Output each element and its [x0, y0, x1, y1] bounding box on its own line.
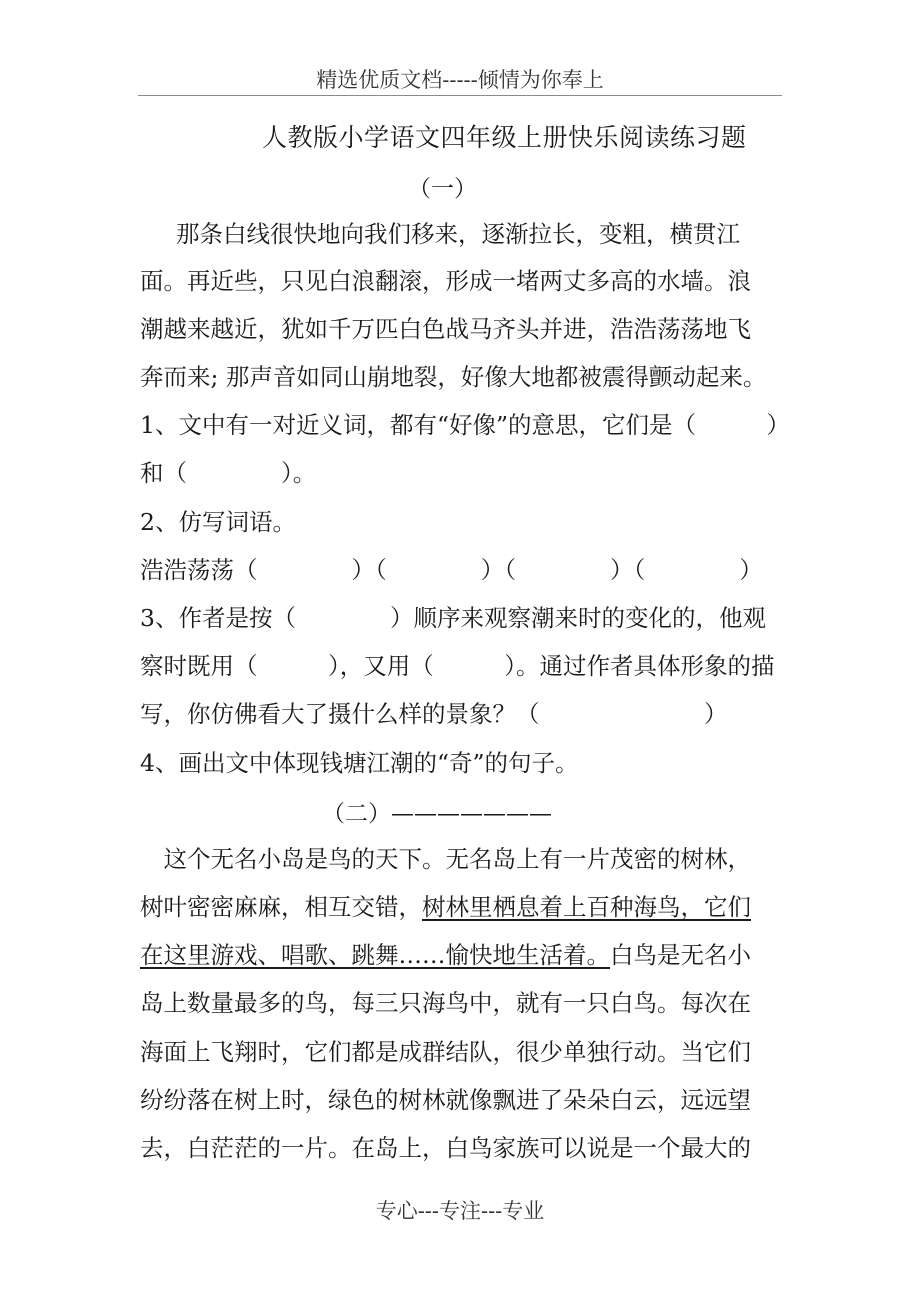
- passage-line: 海面上飞翔时，它们都是成群结队，很少单独行动。当它们: [140, 1038, 751, 1066]
- question-2-blanks: 浩浩荡荡（ ）（ ）（ ）（ ）: [140, 556, 763, 584]
- passage-text: 白鸟是无名小: [610, 941, 751, 969]
- question-1-line-1: 1、文中有一对近义词，都有“好像”的意思，它们是（ ）: [140, 411, 790, 439]
- passage-line: 纷纷落在树上时，绿色的树林就像飘进了朵朵白云，远远望: [140, 1086, 751, 1114]
- passage-text: 树叶密密麻麻，相互交错，: [140, 893, 422, 921]
- question-3-line-2: 察时既用（ ），又用（ ）。通过作者具体形象的描: [140, 652, 775, 680]
- page-header: 精选优质文档-----倾情为你奉上: [316, 68, 604, 92]
- page-footer: 专心---专注---专业: [375, 1199, 545, 1223]
- question-3-line-1: 3、作者是按（ ）顺序来观察潮来时的变化的，他观: [140, 604, 766, 632]
- passage-line: 潮越来越近，犹如千万匹白色战马齐头并进，浩浩荡荡地飞: [140, 315, 751, 343]
- question-2-title: 2、仿写词语。: [140, 508, 296, 536]
- question-1-line-2: 和（ ）。: [140, 459, 317, 487]
- section-2-label: （二）———————: [322, 801, 552, 827]
- question-4: 4、画出文中体现钱塘江潮的“奇”的句子。: [140, 749, 579, 777]
- passage-line: [140, 939, 785, 971]
- passage-line: 那条白线很快地向我们移来，逐渐拉长，变粗，横贯江: [176, 220, 740, 248]
- passage-line: 面。再近些，只见白浪翻滚，形成一堵两丈多高的水墙。浪: [140, 267, 751, 295]
- passage-line: [140, 891, 785, 923]
- underlined-sentence: 在这里游戏、唱歌、跳舞……愉快地生活着。: [140, 941, 610, 969]
- passage-line: 去，白茫茫的一片。在岛上，白鸟家族可以说是一个最大的: [140, 1134, 751, 1162]
- passage-line: 奔而来; 那声音如同山崩地裂，好像大地都被震得颤动起来。: [140, 363, 767, 391]
- document-title: 人教版小学语文四年级上册快乐阅读练习题: [262, 123, 747, 152]
- question-3-line-3: 写，你仿佛看大了摄什么样的景象？（ ）: [140, 700, 728, 728]
- underlined-sentence: 树林里栖息着上百种海鸟，它们: [422, 893, 751, 921]
- section-1-label: （一）: [408, 176, 477, 202]
- passage-line: 这个无名小岛是鸟的天下。无名岛上有一片茂密的树林，: [140, 845, 751, 873]
- header-divider: [138, 95, 782, 96]
- passage-line: 岛上数量最多的鸟，每三只海鸟中，就有一只白鸟。每次在: [140, 989, 751, 1017]
